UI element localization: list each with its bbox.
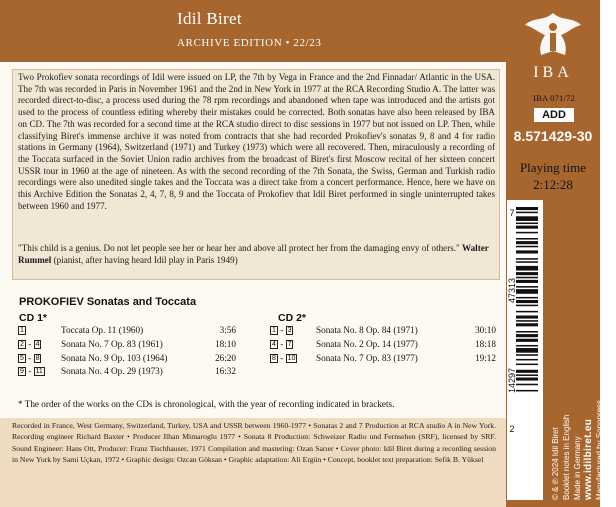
barcode-bar [516, 297, 538, 299]
track-work: Sonata No. 8 Op. 84 (1971) [316, 325, 418, 335]
track-number: 2 - 4 [20, 338, 40, 349]
track-row [18, 352, 236, 366]
edition-subtitle: ARCHIVE EDITION • 22/23 [177, 37, 322, 49]
catalogue-number: IBA 071/72 [533, 93, 575, 103]
website-url: www.idilbiret.eu [583, 418, 594, 500]
spine-vertical-text [550, 240, 616, 500]
track-number: 1 [20, 327, 24, 334]
barcode [516, 207, 538, 439]
quote-context: (pianist, after having heard Idil play in Paris 1949) [53, 254, 238, 265]
track-row [270, 324, 496, 338]
track-number: 1 - 3 [272, 325, 292, 335]
barcode-bar [516, 272, 538, 275]
barcode-bar [516, 370, 538, 373]
barcode-bar [516, 364, 538, 366]
credits-text: Recorded in France, West Germany, Switzerland, Turkey, USA and USSR between 1960-1977 • Sonatas 2 and 7 Production at RCA studio A in New York. Recording engineer Richard Baxter • Producer Ilhan Mimaroglu 1977 • Sonata 8 Production: Schweizer Radio und Fernsehen (SRF), licensed by SRF. Sound Engineer: Hans Ott, Producer: Franz Tischhauser, 1971 Compilation and mastering: Ozan Sarıer • Cover photo: Idil Biret during a recording session in New York by Sami Uçkan, 1972 • Graphic design: Ozcan Göksan • Graphic adaptation: Ali Ergün • Concept, booklet text preparation: Sefik B. Yüksel [12, 421, 496, 464]
cd1-heading: CD 1* [19, 312, 48, 324]
track-row [18, 324, 236, 338]
barcode-bar [516, 289, 538, 294]
header-band [0, 0, 506, 62]
barcode-bar [516, 300, 538, 303]
barcode-digit: 47313 [507, 277, 517, 303]
track-work: Sonata No. 9 Op. 103 (1964) [61, 352, 168, 363]
track-duration: 16:32 [215, 366, 236, 377]
barcode-bar [516, 374, 538, 376]
distributor: and distributed by NAXOS [606, 406, 615, 500]
booklet-note: Booklet notes in English [562, 414, 571, 500]
track-number: 8 - 10 [272, 352, 296, 363]
cd2-track-list [270, 324, 496, 365]
quote-author: Walter Rummel [18, 243, 489, 265]
track-row [18, 338, 236, 352]
artist-title: Idil Biret [177, 9, 242, 28]
track-number: 4 - 7 [272, 338, 292, 349]
barcode-digit: 14297 [507, 367, 517, 393]
track-duration: 30:10 [475, 325, 496, 335]
barcode-bar [516, 246, 538, 248]
track-work: Sonata No. 4 Op. 29 (1973) [61, 366, 163, 377]
barcode-bar [516, 212, 538, 214]
barcode-bar [516, 266, 538, 271]
track-row [18, 365, 236, 379]
track-number: 9 - 11 [20, 366, 43, 377]
order-note: * The order of the works on the CDs is chronological, with the year of recording indicated in brackets. [18, 399, 395, 409]
barcode-bar [516, 354, 538, 356]
track-work: Toccata Op. 11 (1960) [61, 325, 144, 335]
track-number: 5 - 8 [20, 352, 40, 363]
cd1-track-list [18, 324, 236, 379]
barcode-bar [516, 331, 538, 333]
playing-time-value: 2:12:28 [533, 177, 573, 192]
made-in: Made in Germany [573, 436, 582, 500]
barcode-bar [516, 223, 538, 225]
barcode-bar [516, 286, 538, 288]
barcode-bar [516, 226, 538, 229]
program-title: PROKOFIEV Sonatas and Toccata [19, 296, 197, 308]
barcode-bar [516, 250, 538, 253]
track-duration: 18:10 [215, 338, 236, 349]
barcode-bar [516, 339, 538, 342]
barcode-bar [516, 241, 538, 244]
notes-paragraph: Two Prokofiev sonata recordings of Idil were issued on LP, the 7th by Vega in France and the 2nd Finnadar/ Atlantic in the USA. The 7th was recorded in Paris in November 1961 and the 2nd in New York in 1977 at the RCA Recording Studio A. The latter was recorded direct-to-disc, a process used during the 78 rpm recordings and abandoned when tape was introduced and the artists got used to the process of countless editing whereby their mistakes could be corrected. Both sonatas have also been released by IBA on CD. The 7th was recorded for a second time at the RCA studio direct to disc sessions in 1977 but not issued on LP. Then, while classifying Biret's immense archive it was noted from contracts that she had recorded Prokofiev's sonatas 9, 8 and 4 for radio stations in Germany (1964), Switzerland (1971) and Turkey (1973) which were all recovered. Then, miraculously a recording of the Toccata surfaced in the Soviet Union radio archives from the broadcast of Biret's first Moscow recital of her sixteen concert USSR tour in 1960 at the age of nineteen. As with the second recording of the 7th Sonata, the Swiss, German and Turkish radio recordings were also unedited single takes and the Toccata was a direct take from a concert performance. Hence, here we have on this Archive Edition the Sonatas 2, 4, 7, 8, 9 and the Toccata of Prokofiev that Idil Biret performed in single uninterrupted takes between 1960 and 1977. [18, 72, 495, 211]
quote [18, 243, 495, 266]
track-duration: 3:56 [219, 325, 236, 335]
barcode-bar [516, 216, 538, 221]
track-row [270, 338, 496, 352]
barcode-digit: 2 [509, 424, 515, 434]
barcode-bar [516, 311, 538, 313]
quote-text: "This child is a genius. Do not let people see her or hear her and above all protect her from the damaging envy of others." [18, 243, 460, 253]
barcode-bar [516, 261, 538, 263]
barcode-bar [516, 348, 538, 353]
barcode-bar [516, 359, 538, 361]
track-work: Sonata No. 7 Op. 83 (1961) [61, 338, 163, 349]
barcode-digit: 7 [509, 208, 515, 218]
track-row [270, 352, 496, 366]
logo-text: IBA [533, 64, 573, 81]
barcode-bar [516, 232, 538, 234]
track-duration: 18:18 [475, 338, 496, 349]
barcode-bar [516, 316, 538, 319]
barcode-bar [516, 334, 538, 337]
track-duration: 26:20 [215, 352, 236, 363]
product-number: 8.571429-30 [513, 128, 593, 144]
track-duration: 19:12 [475, 352, 496, 363]
barcode-bar [516, 384, 538, 386]
barcode-bar [516, 258, 538, 260]
barcode-bar [516, 320, 538, 322]
add-badge: ADD [534, 108, 574, 122]
manufacturer: Manufactured by Sonopress [595, 399, 604, 500]
playing-time-label: Playing time [519, 160, 587, 175]
barcode-bar [516, 277, 538, 279]
track-work: Sonata No. 2 Op. 14 (1977) [316, 338, 418, 349]
barcode-bar [516, 390, 538, 392]
barcode-bar [516, 238, 538, 240]
barcode-bar [516, 280, 538, 283]
copyright: © & ℗ 2024 Idil Biret [551, 427, 560, 500]
barcode-bar [516, 345, 538, 347]
iba-angel-logo [515, 7, 591, 85]
barcode-bar [516, 305, 538, 307]
track-work: Sonata No. 7 Op. 83 (1977) [316, 352, 418, 363]
barcode-bar [516, 378, 538, 381]
barcode-bar [516, 207, 538, 210]
barcode-bar [516, 323, 538, 326]
liner-notes [18, 72, 495, 212]
cd2-heading: CD 2* [278, 312, 307, 324]
